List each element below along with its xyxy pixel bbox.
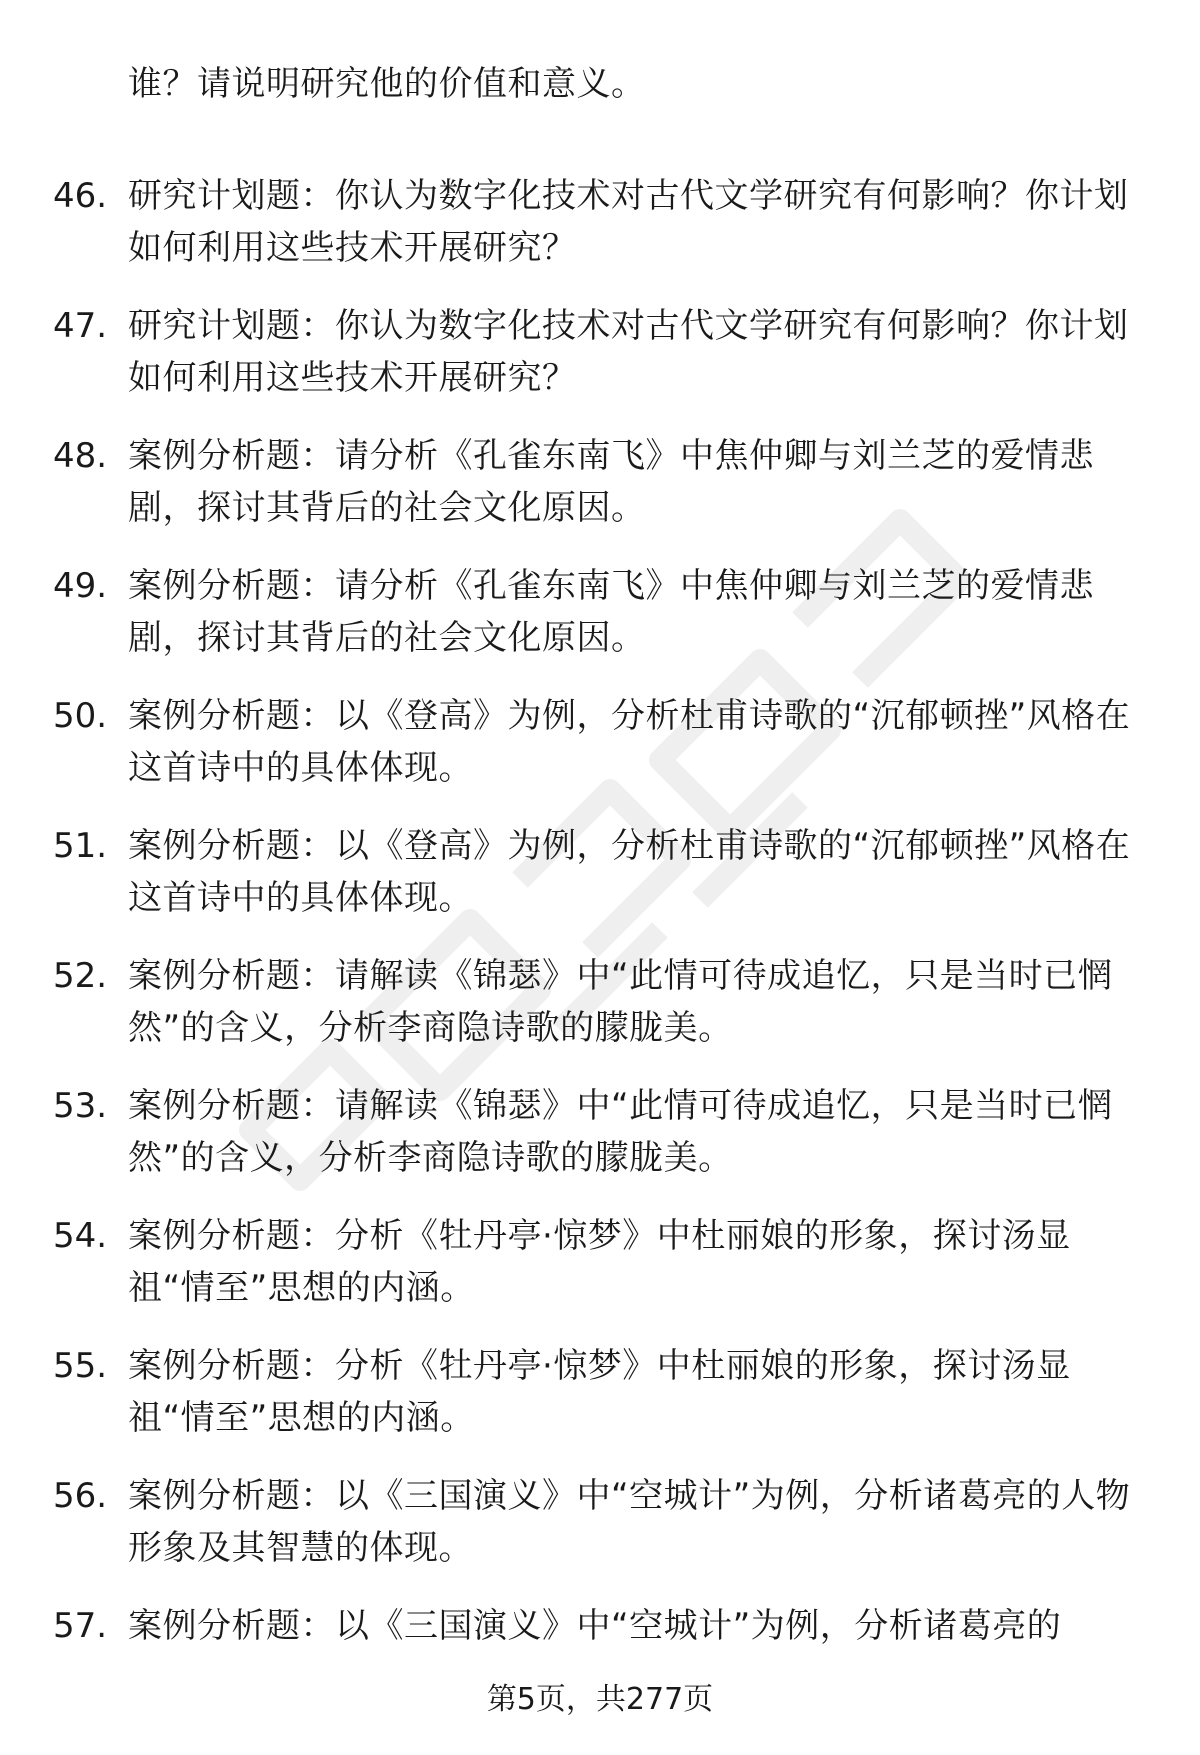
list-item: [0, 170, 1200, 300]
list-item: [0, 1080, 1200, 1210]
question-number: 47.: [53, 306, 108, 346]
list-item: [0, 950, 1200, 1080]
list-item: [0, 1340, 1200, 1470]
question-number: 54.: [53, 1216, 108, 1256]
question-text: 案例分析题：以《三国演义》中“空城计”为例，分析诸葛亮的: [128, 1606, 1062, 1646]
question-number: 56.: [53, 1476, 108, 1516]
question-number: 57.: [53, 1606, 108, 1646]
question-number: 50.: [53, 696, 108, 736]
question-number: 55.: [53, 1346, 108, 1386]
question-text: 案例分析题：请解读《锦瑟》中“此情可待成追忆，只是当时已惘然”的含义，分析李商隐诗歌的朦胧美。: [128, 956, 1113, 1048]
question-text: 案例分析题：以《登高》为例，分析杜甫诗歌的“沉郁顿挫”风格在这首诗中的具体体现。: [128, 696, 1131, 788]
question-text: 案例分析题：请分析《孔雀东南飞》中焦仲卿与刘兰芝的爱情悲剧，探讨其背后的社会文化原因。: [128, 566, 1094, 658]
list-item: [0, 300, 1200, 430]
question-number: 46.: [53, 176, 108, 216]
list-item: [0, 820, 1200, 950]
question-number: 52.: [53, 956, 108, 996]
list-item: [0, 690, 1200, 820]
list-item: [0, 430, 1200, 560]
question-list: [0, 58, 1200, 1730]
list-item: [0, 560, 1200, 690]
question-number: 51.: [53, 826, 108, 866]
question-text: 案例分析题：请分析《孔雀东南飞》中焦仲卿与刘兰芝的爱情悲剧，探讨其背后的社会文化原因。: [128, 436, 1094, 528]
question-text: 案例分析题：请解读《锦瑟》中“此情可待成追忆，只是当时已惘然”的含义，分析李商隐诗歌的朦胧美。: [128, 1086, 1113, 1178]
question-number: 53.: [53, 1086, 108, 1126]
question-text: 谁？请说明研究他的价值和意义。: [128, 64, 646, 104]
question-text: 案例分析题：以《登高》为例，分析杜甫诗歌的“沉郁顿挫”风格在这首诗中的具体体现。: [128, 826, 1131, 918]
question-text: 案例分析题：分析《牡丹亭·惊梦》中杜丽娘的形象，探讨汤显祖“情至”思想的内涵。: [128, 1216, 1071, 1308]
question-text: 案例分析题：分析《牡丹亭·惊梦》中杜丽娘的形象，探讨汤显祖“情至”思想的内涵。: [128, 1346, 1071, 1438]
question-text: 案例分析题：以《三国演义》中“空城计”为例，分析诸葛亮的人物形象及其智慧的体现。: [128, 1476, 1131, 1568]
question-text: 研究计划题：你认为数字化技术对古代文学研究有何影响？你计划如何利用这些技术开展研究？: [128, 306, 1129, 398]
question-number: 48.: [53, 436, 108, 476]
page-footer: 第5页，共277页: [486, 1682, 714, 1717]
list-item: [0, 1210, 1200, 1340]
question-number: 49.: [53, 566, 108, 606]
list-item: [0, 1470, 1200, 1600]
question-text: 研究计划题：你认为数字化技术对古代文学研究有何影响？你计划如何利用这些技术开展研究？: [128, 176, 1129, 268]
list-item: [0, 58, 1200, 170]
